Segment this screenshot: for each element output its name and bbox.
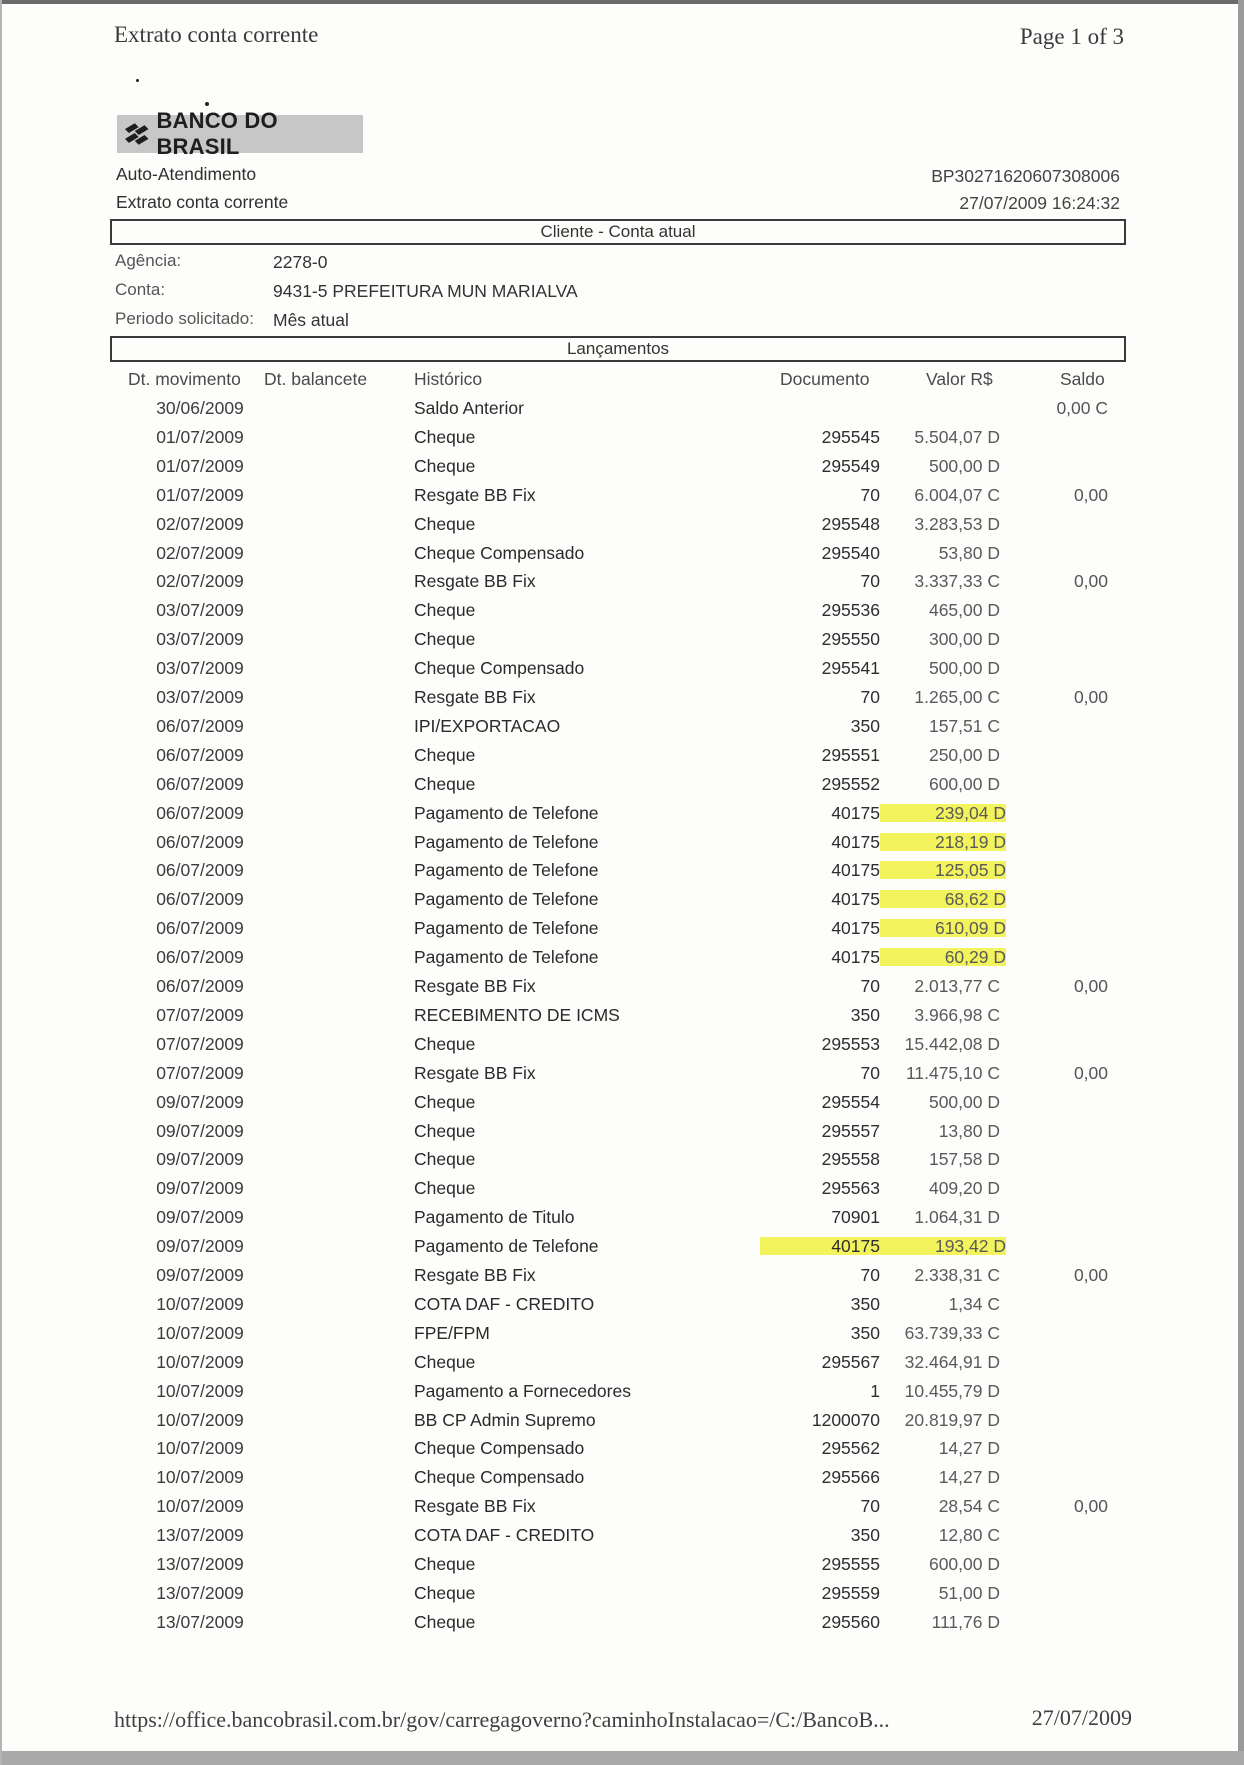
row-date: 13/07/2009	[156, 1525, 244, 1545]
row-date: 06/07/2009	[156, 889, 244, 909]
row-historico: Pagamento a Fornecedores	[414, 1381, 631, 1401]
row-documento: 295560	[821, 1612, 880, 1632]
row-date: 09/07/2009	[156, 1178, 244, 1198]
agencia-label: Agência:	[115, 251, 182, 270]
table-row	[0, 802, 1244, 831]
table-row	[0, 599, 1244, 628]
row-date: 06/07/2009	[156, 745, 244, 765]
table-row	[0, 1293, 1244, 1322]
table-row	[0, 628, 1244, 657]
row-documento: 295550	[821, 629, 880, 649]
row-date: 10/07/2009	[156, 1410, 244, 1430]
agencia-value: 2278-0	[273, 252, 328, 272]
table-row	[0, 888, 1244, 917]
col-valor: Valor R$	[926, 369, 993, 389]
row-valor: 5.504,07 D	[914, 427, 1000, 447]
row-date: 06/07/2009	[156, 976, 244, 996]
row-date: 09/07/2009	[156, 1121, 244, 1141]
row-documento: 295551	[821, 745, 880, 765]
table-row	[0, 1611, 1244, 1640]
row-date: 02/07/2009	[156, 543, 244, 563]
row-historico: Cheque	[414, 1352, 476, 1372]
row-documento: 40175	[831, 803, 880, 823]
row-saldo: 0,00	[1073, 976, 1108, 996]
row-historico: Pagamento de Telefone	[414, 803, 599, 823]
row-documento: 40175	[831, 860, 880, 880]
table-row	[0, 1235, 1244, 1264]
row-valor: 28,54 C	[938, 1496, 1000, 1516]
row-historico: COTA DAF - CREDITO	[414, 1525, 595, 1545]
row-date: 01/07/2009	[156, 427, 244, 447]
row-historico: Cheque Compensado	[414, 658, 585, 678]
col-historico: Histórico	[414, 369, 483, 389]
periodo-label: Periodo solicitado:	[115, 309, 254, 328]
table-row	[0, 1582, 1244, 1611]
row-date: 06/07/2009	[156, 918, 244, 938]
row-documento: 295548	[821, 514, 880, 534]
row-valor: 14,27 D	[938, 1438, 1000, 1458]
row-valor: 2.338,31 C	[914, 1265, 1000, 1285]
periodo-value: Mês atual	[273, 310, 349, 330]
row-date: 07/07/2009	[156, 1005, 244, 1025]
row-date: 10/07/2009	[156, 1352, 244, 1372]
row-date: 03/07/2009	[156, 658, 244, 678]
row-historico: FPE/FPM	[414, 1323, 490, 1343]
row-historico: Pagamento de Titulo	[414, 1207, 575, 1227]
row-valor: 500,00 D	[928, 456, 1000, 476]
row-documento: 70	[860, 1265, 880, 1285]
table-row	[0, 1380, 1244, 1409]
table-row	[0, 1033, 1244, 1062]
service-name: Auto-Atendimento	[116, 164, 257, 184]
print-header-title: Extrato conta corrente	[114, 22, 319, 47]
scan-edge-top	[0, 0, 1244, 4]
row-valor: 239,04 D	[880, 802, 1006, 824]
row-date: 06/07/2009	[156, 803, 244, 823]
row-historico: Resgate BB Fix	[414, 687, 536, 707]
row-date: 03/07/2009	[156, 600, 244, 620]
table-row	[0, 1091, 1244, 1120]
row-historico: Resgate BB Fix	[414, 485, 536, 505]
row-saldo: 0,00	[1073, 1265, 1108, 1285]
row-date: 13/07/2009	[156, 1612, 244, 1632]
row-historico: Cheque	[414, 456, 476, 476]
row-documento: 350	[850, 1525, 880, 1545]
scan-edge-bottom	[0, 1751, 1244, 1765]
row-historico: Cheque	[414, 427, 476, 447]
row-documento: 295567	[821, 1352, 880, 1372]
table-row	[0, 397, 1244, 426]
row-historico: Resgate BB Fix	[414, 1063, 536, 1083]
row-date: 06/07/2009	[156, 860, 244, 880]
row-valor: 68,62 D	[880, 888, 1006, 910]
row-date: 13/07/2009	[156, 1583, 244, 1603]
row-documento: 40175	[831, 918, 880, 938]
row-historico: Pagamento de Telefone	[414, 947, 599, 967]
row-valor: 12,80 C	[938, 1525, 1000, 1545]
row-date: 10/07/2009	[156, 1294, 244, 1314]
row-date: 09/07/2009	[156, 1092, 244, 1112]
table-row	[0, 715, 1244, 744]
row-documento: 295558	[821, 1149, 880, 1169]
table-row	[0, 1409, 1244, 1438]
row-valor: 610,09 D	[880, 917, 1006, 939]
row-saldo: 0,00	[1073, 485, 1108, 505]
row-documento: 70	[860, 976, 880, 996]
table-row	[0, 426, 1244, 455]
table-row	[0, 1148, 1244, 1177]
row-historico: Cheque	[414, 1092, 476, 1112]
row-date: 10/07/2009	[156, 1438, 244, 1458]
issued-timestamp: 27/07/2009 16:24:32	[959, 193, 1120, 213]
row-valor: 500,00 D	[928, 1092, 1000, 1112]
row-valor: 14,27 D	[938, 1467, 1000, 1487]
row-documento: 295553	[821, 1034, 880, 1054]
row-historico: Cheque	[414, 629, 476, 649]
row-valor: 51,00 D	[938, 1583, 1000, 1603]
row-historico: Cheque	[414, 1583, 476, 1603]
table-row	[0, 1062, 1244, 1091]
row-historico: Resgate BB Fix	[414, 1265, 536, 1285]
row-date: 09/07/2009	[156, 1236, 244, 1256]
row-documento: 295540	[821, 543, 880, 563]
row-date: 03/07/2009	[156, 687, 244, 707]
table-row	[0, 1177, 1244, 1206]
row-date: 10/07/2009	[156, 1467, 244, 1487]
row-saldo: 0,00	[1073, 1063, 1108, 1083]
row-documento: 350	[850, 1323, 880, 1343]
row-valor: 1.064,31 D	[914, 1207, 1000, 1227]
table-row	[0, 917, 1244, 946]
table-row	[0, 1004, 1244, 1033]
row-valor: 1,34 C	[948, 1294, 1000, 1314]
row-valor: 32.464,91 D	[904, 1352, 1000, 1372]
bank-name: BANCO DO BRASIL	[156, 108, 278, 159]
row-date: 07/07/2009	[156, 1034, 244, 1054]
table-row	[0, 975, 1244, 1004]
conta-label: Conta:	[115, 280, 166, 299]
row-valor: 250,00 D	[928, 745, 1000, 765]
row-valor: 1.265,00 C	[914, 687, 1000, 707]
row-documento: 1200070	[811, 1410, 880, 1430]
col-saldo: Saldo	[1060, 369, 1105, 389]
row-valor: 193,42 D	[880, 1235, 1006, 1257]
row-documento: 295541	[821, 658, 880, 678]
row-documento: 295557	[821, 1121, 880, 1141]
row-historico: RECEBIMENTO DE ICMS	[414, 1005, 620, 1025]
row-documento: 40175	[760, 1235, 880, 1257]
table-row	[0, 1437, 1244, 1466]
table-row	[0, 1495, 1244, 1524]
row-documento: 70	[860, 571, 880, 591]
row-historico: Cheque	[414, 774, 476, 794]
print-page-number: Page 1 of 3	[1019, 24, 1124, 49]
row-valor: 13,80 D	[938, 1121, 1000, 1141]
row-historico: Pagamento de Telefone	[414, 1236, 599, 1256]
table-row	[0, 1120, 1244, 1149]
row-historico: Cheque Compensado	[414, 543, 585, 563]
row-valor: 20.819,97 D	[904, 1410, 1000, 1430]
col-documento: Documento	[780, 369, 870, 389]
row-valor: 157,51 C	[928, 716, 1000, 736]
row-documento: 295559	[821, 1583, 880, 1603]
row-date: 01/07/2009	[156, 456, 244, 476]
row-documento: 295552	[821, 774, 880, 794]
row-historico: Cheque Compensado	[414, 1467, 585, 1487]
row-date: 06/07/2009	[156, 947, 244, 967]
row-valor: 53,80 D	[938, 543, 1000, 563]
conta-value: 9431-5 PREFEITURA MUN MARIALVA	[273, 281, 578, 301]
table-row	[0, 773, 1244, 802]
row-historico: Cheque	[414, 1149, 476, 1169]
row-date: 09/07/2009	[156, 1265, 244, 1285]
row-valor: 300,00 D	[928, 629, 1000, 649]
table-row	[0, 686, 1244, 715]
row-historico: Saldo Anterior	[414, 398, 524, 418]
row-historico: Cheque	[414, 1121, 476, 1141]
row-documento: 295563	[821, 1178, 880, 1198]
row-valor: 60,29 D	[880, 946, 1006, 968]
row-documento: 70901	[831, 1207, 880, 1227]
row-valor: 63.739,33 C	[904, 1323, 1000, 1343]
row-historico: Cheque	[414, 1612, 476, 1632]
row-date: 01/07/2009	[156, 485, 244, 505]
row-date: 06/07/2009	[156, 774, 244, 794]
row-valor: 3.966,98 C	[914, 1005, 1000, 1025]
row-historico: Cheque	[414, 1034, 476, 1054]
client-section-title: Cliente - Conta atual	[110, 219, 1126, 245]
row-historico: Cheque	[414, 745, 476, 765]
row-historico: BB CP Admin Supremo	[414, 1410, 596, 1430]
row-historico: Cheque	[414, 514, 476, 534]
row-date: 06/07/2009	[156, 832, 244, 852]
row-date: 10/07/2009	[156, 1496, 244, 1516]
table-row	[0, 1322, 1244, 1351]
row-valor: 125,05 D	[880, 859, 1006, 881]
row-documento: 70	[860, 687, 880, 707]
table-row	[0, 1524, 1244, 1553]
row-documento: 70	[860, 1496, 880, 1516]
row-documento: 350	[850, 716, 880, 736]
row-date: 03/07/2009	[156, 629, 244, 649]
print-footer-date: 27/07/2009	[1031, 1705, 1132, 1730]
table-row	[0, 657, 1244, 686]
row-date: 02/07/2009	[156, 571, 244, 591]
scan-speck	[205, 102, 209, 106]
table-row	[0, 455, 1244, 484]
table-row	[0, 859, 1244, 888]
table-row	[0, 1351, 1244, 1380]
row-valor: 218,19 D	[880, 831, 1006, 853]
print-footer-url: https://office.bancobrasil.com.br/gov/carregagoverno?caminhoInstalacao=/C:/BancoB...	[114, 1707, 890, 1732]
row-valor: 409,20 D	[928, 1178, 1000, 1198]
row-historico: Pagamento de Telefone	[414, 832, 599, 852]
table-row	[0, 542, 1244, 571]
row-documento: 350	[850, 1294, 880, 1314]
row-date: 13/07/2009	[156, 1554, 244, 1574]
row-historico: Cheque	[414, 1554, 476, 1574]
row-documento: 295545	[821, 427, 880, 447]
row-documento: 295566	[821, 1467, 880, 1487]
row-historico: Resgate BB Fix	[414, 571, 536, 591]
document-type: Extrato conta corrente	[116, 192, 289, 212]
table-row	[0, 570, 1244, 599]
row-valor: 600,00 D	[928, 1554, 1000, 1574]
table-row	[0, 1206, 1244, 1235]
row-date: 07/07/2009	[156, 1063, 244, 1083]
row-valor: 500,00 D	[928, 658, 1000, 678]
col-dt-balancete: Dt. balancete	[264, 369, 368, 389]
row-valor: 15.442,08 D	[904, 1034, 1000, 1054]
row-historico: IPI/EXPORTACAO	[414, 716, 561, 736]
row-documento: 40175	[831, 947, 880, 967]
row-date: 10/07/2009	[156, 1323, 244, 1343]
row-documento: 40175	[831, 832, 880, 852]
row-historico: Pagamento de Telefone	[414, 860, 599, 880]
row-saldo: 0,00	[1073, 571, 1108, 591]
row-documento: 295562	[821, 1438, 880, 1458]
scan-speck	[136, 79, 139, 82]
row-valor: 600,00 D	[928, 774, 1000, 794]
lancamentos-section-title: Lançamentos	[110, 336, 1126, 362]
row-valor: 157,58 D	[928, 1149, 1000, 1169]
row-valor: 11.475,10 C	[905, 1063, 1000, 1083]
row-valor: 6.004,07 C	[914, 485, 1000, 505]
table-row	[0, 1466, 1244, 1495]
row-valor: 465,00 D	[928, 600, 1000, 620]
table-row	[0, 744, 1244, 773]
row-date: 02/07/2009	[156, 514, 244, 534]
row-historico: Pagamento de Telefone	[414, 918, 599, 938]
row-historico: Cheque	[414, 600, 476, 620]
table-row	[0, 1553, 1244, 1582]
row-valor: 3.337,33 C	[914, 571, 1000, 591]
row-documento: 295549	[821, 456, 880, 476]
row-valor: 10.455,79 D	[904, 1381, 1000, 1401]
row-date: 06/07/2009	[156, 716, 244, 736]
row-date: 09/07/2009	[156, 1207, 244, 1227]
row-date: 09/07/2009	[156, 1149, 244, 1169]
row-documento: 1	[870, 1381, 880, 1401]
row-documento: 295554	[821, 1092, 880, 1112]
bank-logo	[117, 108, 363, 159]
table-row	[0, 946, 1244, 975]
table-row	[0, 484, 1244, 513]
row-saldo: 0,00	[1073, 687, 1108, 707]
row-documento: 70	[860, 1063, 880, 1083]
row-saldo: 0,00 C	[1056, 398, 1108, 418]
row-valor: 2.013,77 C	[914, 976, 1000, 996]
row-historico: Resgate BB Fix	[414, 1496, 536, 1516]
row-date: 10/07/2009	[156, 1381, 244, 1401]
row-historico: Cheque	[414, 1178, 476, 1198]
table-row	[0, 831, 1244, 860]
row-documento: 70	[860, 485, 880, 505]
row-historico: COTA DAF - CREDITO	[414, 1294, 595, 1314]
row-valor: 3.283,53 D	[914, 514, 1000, 534]
row-valor: 111,76 D	[931, 1612, 1000, 1632]
row-historico: Cheque Compensado	[414, 1438, 585, 1458]
row-documento: 295536	[821, 600, 880, 620]
col-dt-movimento: Dt. movimento	[128, 369, 241, 389]
row-historico: Pagamento de Telefone	[414, 889, 599, 909]
row-documento: 295555	[821, 1554, 880, 1574]
row-saldo: 0,00	[1073, 1496, 1108, 1516]
row-historico: Resgate BB Fix	[414, 976, 536, 996]
bank-logo-icon	[123, 120, 150, 148]
table-row	[0, 513, 1244, 542]
row-date: 30/06/2009	[156, 398, 244, 418]
row-documento: 40175	[831, 889, 880, 909]
row-documento: 350	[850, 1005, 880, 1025]
reference-code: BP30271620607308006	[931, 166, 1120, 186]
table-row	[0, 1264, 1244, 1293]
